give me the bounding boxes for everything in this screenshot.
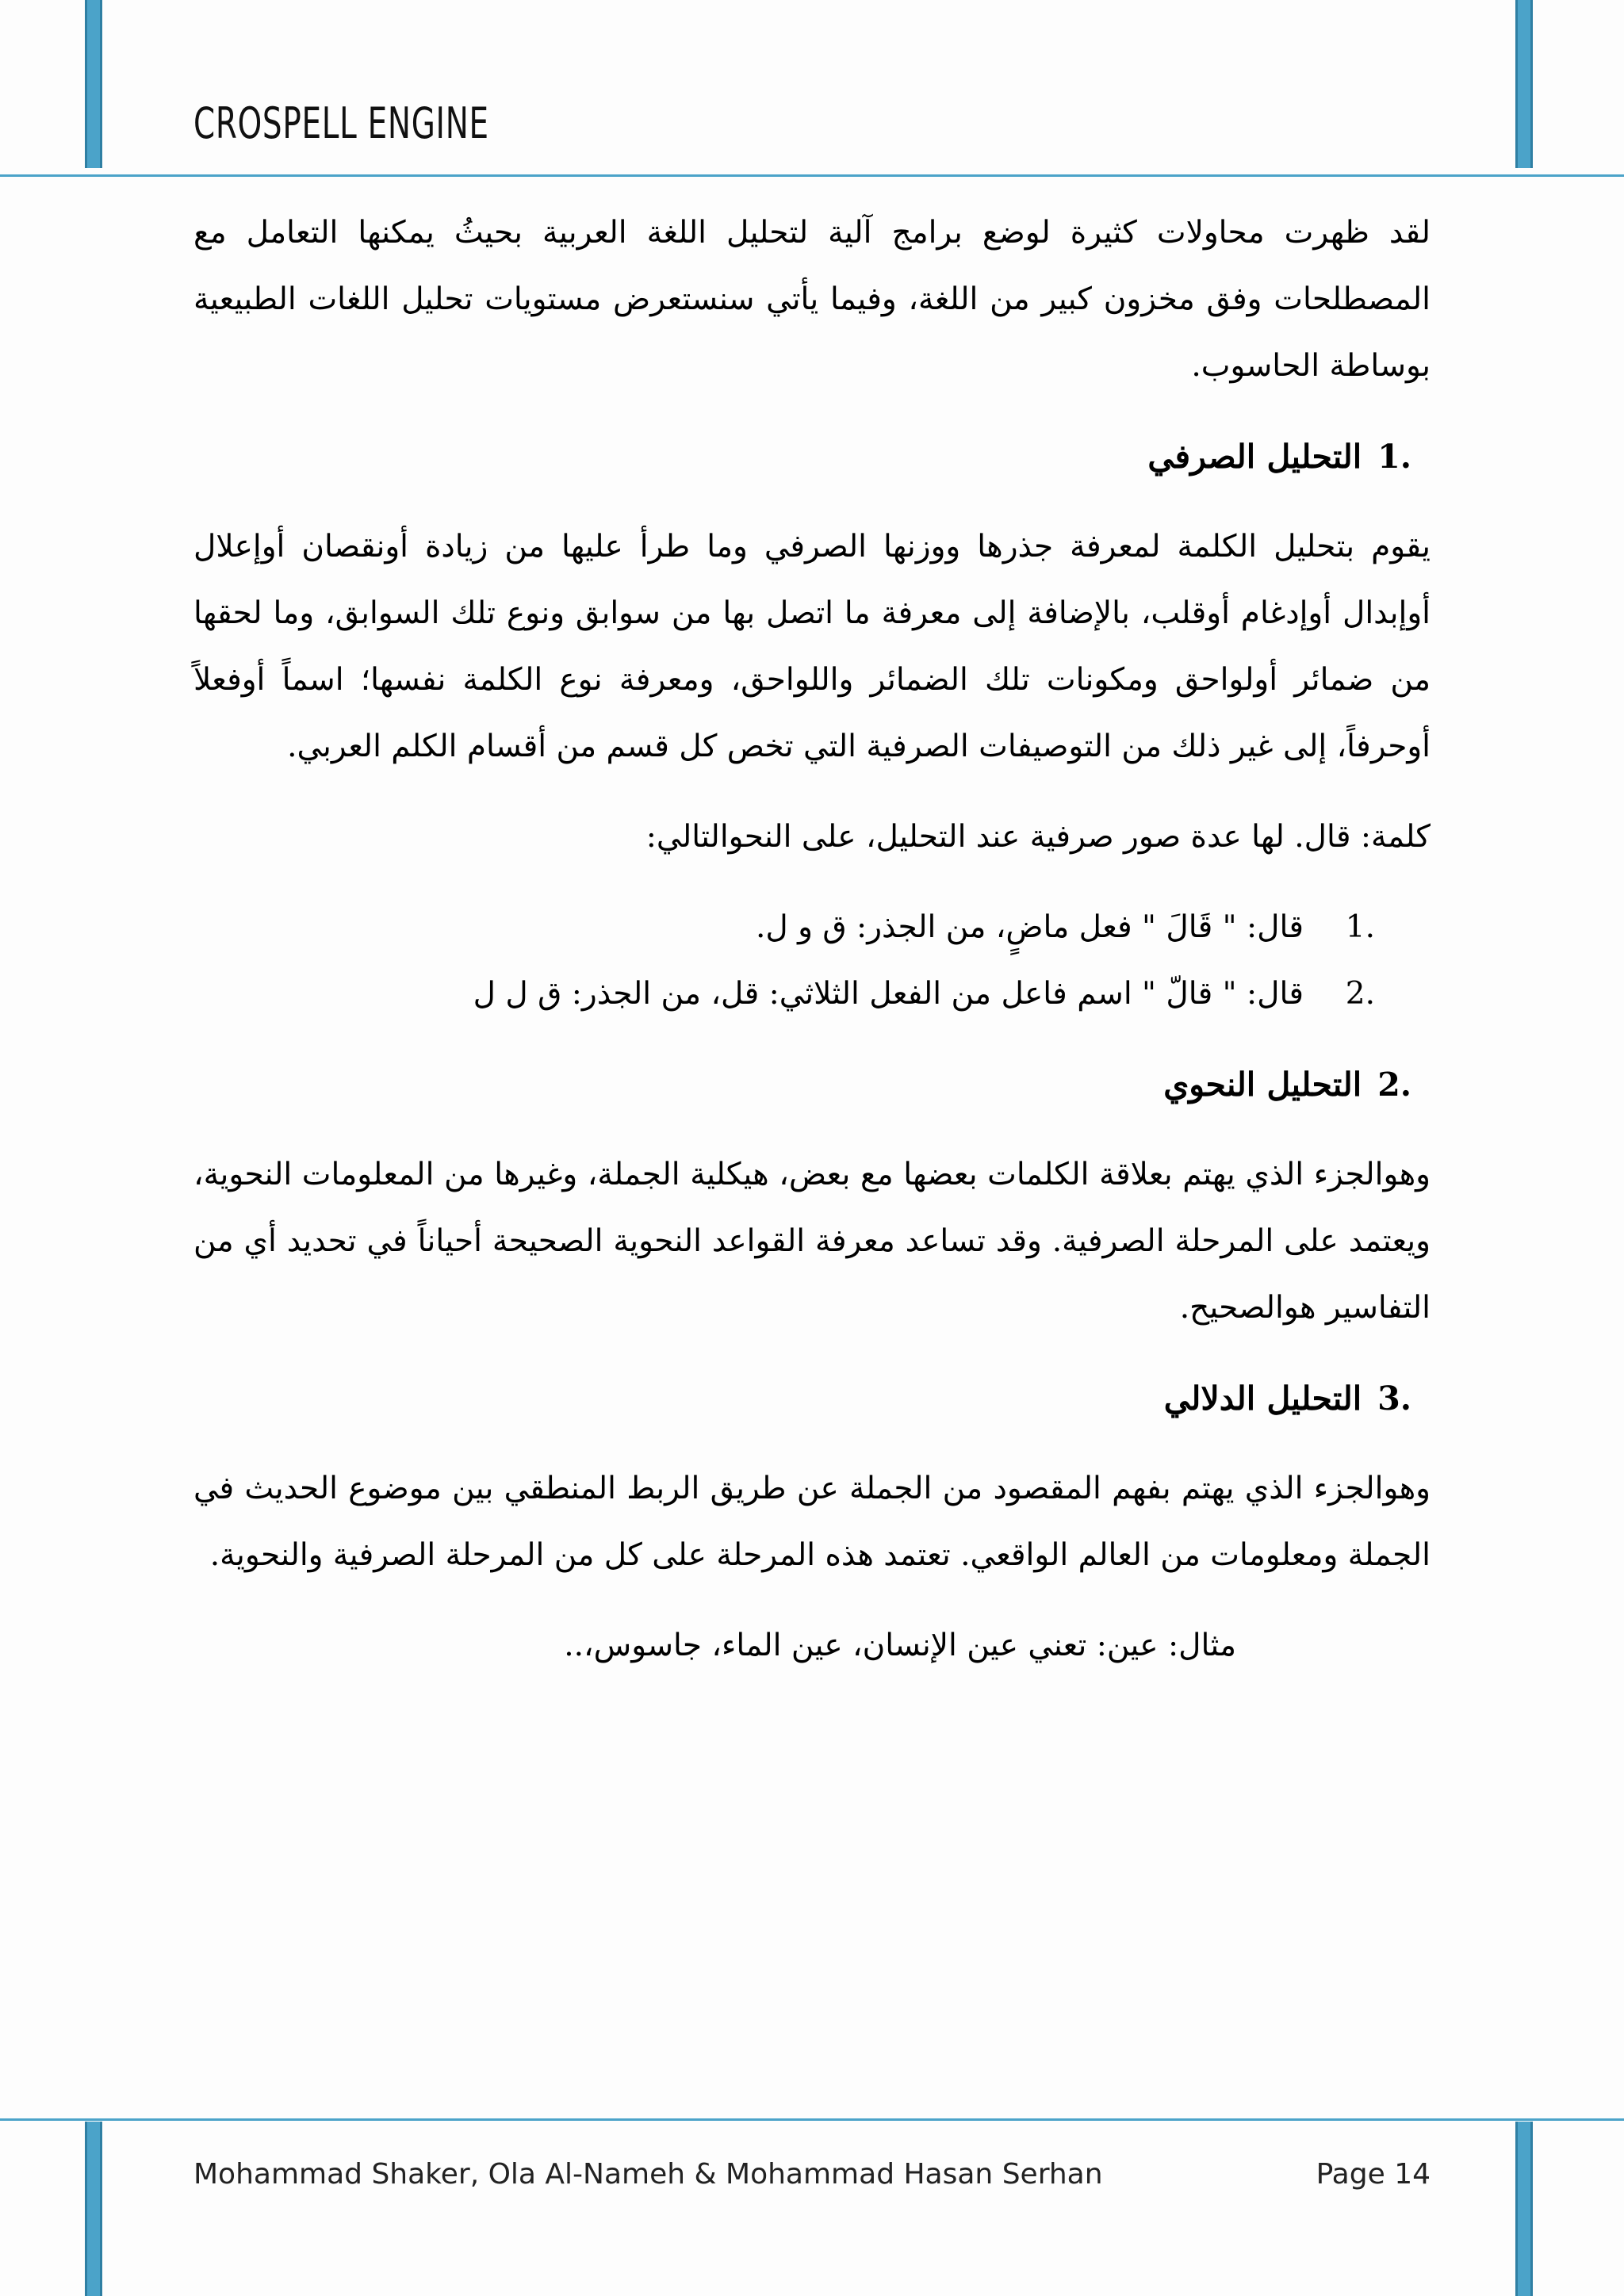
list-item-text: قال: " قَالَ " فعل ماضٍ، من الجذر: ق و ل.: [756, 909, 1304, 945]
header-rule: [0, 174, 1624, 177]
section-paragraph: وهوالجزء الذي يهتم بعلاقة الكلمات بعضها مع بعض، هيكلية الجملة، وغيرها من المعلومات النحوية، ويعتمد على المرحلة الصرفية. وقد تساعد معرفة القواعد النحوية الصحيحة أحياناً في تحديد أي من التفاسير هوالصحيح.: [193, 1157, 1431, 1326]
header-left-accent-bar: [85, 0, 102, 168]
example-intro: كلمة: قال. لها عدة صور صرفية عند التحليل، على النحوالتالي:: [645, 819, 1431, 855]
footer-right-accent-bar: [1515, 2122, 1533, 2296]
intro-paragraph: لقد ظهرت محاولات كثيرة لوضع برامج آلية لتحليل اللغة العربية بحيثُ يمكنها التعامل مع المصطلحات وفق مخزون كبير من اللغة، وفيما يأتي سنستعرض مستويات تحليل اللغات الطبيعية بوساطة الحاسوب.: [193, 215, 1431, 384]
footer-rule: [0, 2118, 1624, 2121]
list-item: [193, 894, 1431, 961]
section-title: التحليل النحوي: [1163, 1066, 1362, 1104]
section-paragraph: وهوالجزء الذي يهتم بفهم المقصود من الجملة عن طريق الربط المنطقي بين موضوع الحديث في الجملة ومعلومات من العالم الواقعي. تعتمد هذه المرحلة على كل من المرحلة الصرفية والنحوية.: [193, 1471, 1431, 1573]
section-number: .1: [1377, 438, 1411, 476]
page-number: Page 14: [1316, 2158, 1431, 2191]
section-heading-semantic: [193, 1365, 1431, 1432]
list-item-number: .1: [1345, 909, 1375, 945]
running-header-title: CROSPELL ENGINE: [193, 98, 489, 148]
section-heading-morphological: [193, 423, 1431, 490]
section-paragraph: يقوم بتحليل الكلمة لمعرفة جذرها ووزنها الصرفي وما طرأ عليها من زيادة أونقصان أوإعلال أوإبدال أوإدغام أوقلب، بالإضافة إلى معرفة ما اتصل بها من سوابق ونوع تلك السوابق، وما لحقها من ضمائر أولواحق ومكونات تلك الضمائر واللواحق، ومعرفة نوع الكلمة نفسها؛ اسماً أوفعلاً أوحرفاً، إلى غير ذلك من التوصيفات الصرفية التي تخص كل قسم من أقسام الكلم العربي.: [193, 529, 1431, 764]
section-heading-syntactic: [193, 1051, 1431, 1118]
page-body: [193, 200, 1431, 1679]
section-number: .3: [1377, 1380, 1411, 1418]
list-item: [193, 961, 1431, 1027]
list-item-number: .2: [1345, 976, 1375, 1012]
section-number: .2: [1377, 1066, 1411, 1104]
example-line: مثال: عين: تعني عين الإنسان، عين الماء، جاسوس،..: [564, 1628, 1236, 1663]
example-list: [193, 894, 1431, 1027]
header-right-accent-bar: [1515, 0, 1533, 168]
section-title: التحليل الدلالي: [1163, 1380, 1362, 1418]
footer-left-accent-bar: [85, 2122, 102, 2296]
footer-authors: Mohammad Shaker, Ola Al-Nameh & Mohammad Hasan Serhan: [193, 2158, 1103, 2191]
list-item-text: قال: " قالّ " اسم فاعل من الفعل الثلاثي: قل، من الجذر: ق ل ل: [473, 976, 1304, 1012]
section-title: التحليل الصرفي: [1147, 438, 1362, 476]
